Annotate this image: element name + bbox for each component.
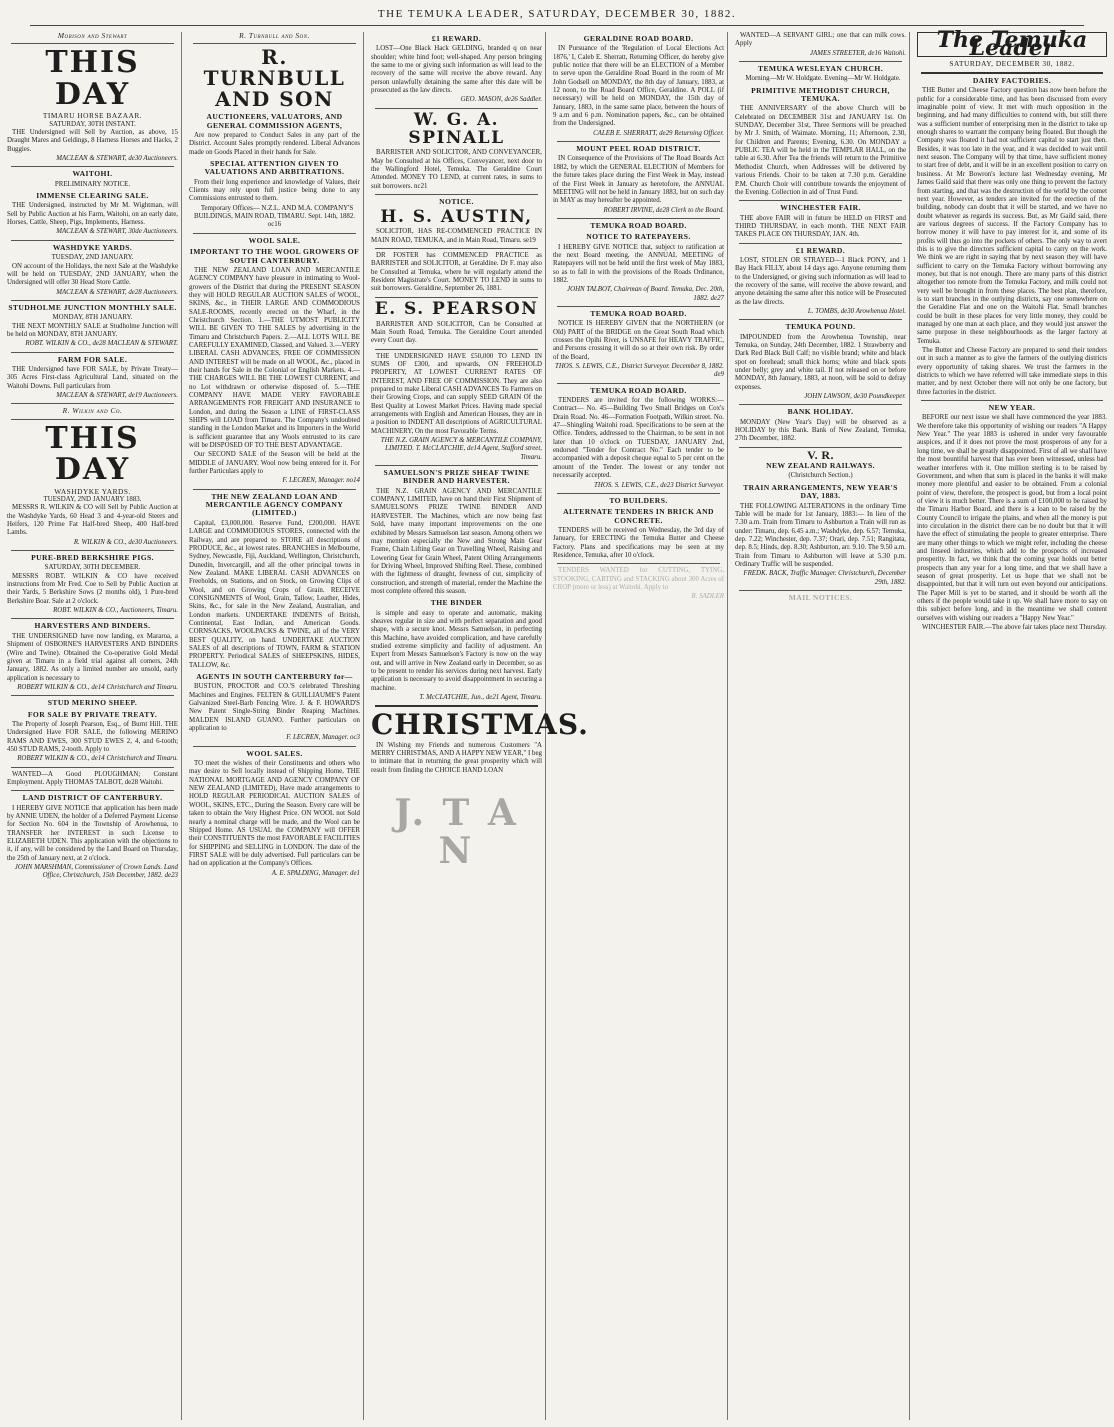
col2-display-title: R. TURNBULL AND SON xyxy=(203,45,346,112)
col5-heading: TRAIN ARRANGEMENTS, NEW YEAR'S DAY, 1883. xyxy=(743,482,898,501)
divider xyxy=(739,61,902,62)
col5-ad-text: LOST, STOLEN OR STRAYED—1 Black PONY, and 1 Bay Hack FILLY, about 14 days ago. Anyone returning them to the Undersigned, or giving such information as will lead to the recovery of the same, will receive the above reward, and anyone detaining the same after this notice will be Prosecuted as the law directs. xyxy=(735,256,906,306)
col5-ad-text: THE ANNIVERSARY of the above Church will be Celebrated on DECEMBER 31st and JANUARY 1st. On SUNDAY, December 31st, Three Sermons will be preached by Mr J. Smith, of Waimate. Morning, 11; Afternoon, 2.30, for Children and Parents; Evening, 6.30. On MONDAY a PUBLIC TEA will be held in the TEMPLAR HALL, on the table at 6.30. After Tea the friends will return to the Primitive Methodist Church, when Addresses will be delivered by various Friends. Choir to be taken at 7.30 p.m. Geraldine P.M. Church Choir will contribute towards the enjoyment of the Evening. Collection in aid of Trust Fund. xyxy=(735,105,906,196)
col1-signature: MACLEAN & STEWART, de19 Auctioneers. xyxy=(56,391,178,399)
divider xyxy=(557,141,720,142)
divider xyxy=(921,400,1103,401)
editorial-heading: DAIRY FACTORIES. xyxy=(972,76,1052,86)
column-5 xyxy=(732,32,910,1420)
col1-signature: JOHN MARSHMAN, Commissioner of Crown Lands. Land Office, Christchurch, 15th December, 1882. de23 xyxy=(14,864,178,880)
divider xyxy=(375,705,538,707)
col1-heading: PURE-BRED BERKSHIRE PIGS. xyxy=(31,553,154,563)
divider xyxy=(557,218,720,219)
col1-sub: WASHDYKE YARDS. xyxy=(54,486,131,496)
col3-ad-text: BARRISTER AND SOLICITOR, Can be Consulted at Main South Road, Temuka. The Geraldine Court attended every Court day. xyxy=(371,320,542,345)
col1-signature: ROBERT WILKIN & CO., de14 Christchurch and Timaru. xyxy=(17,755,178,763)
column-1 xyxy=(4,32,182,1420)
divider xyxy=(11,767,174,768)
divider xyxy=(739,404,902,405)
col4-ad-text: TENDERS will be received on Wednesday, the 3rd day of January, for ERECTING the Temuka Butter and Cheese Factory. Plans and specifications may be seen at my Residence, Temuka, after 10 o'clock. xyxy=(553,526,724,559)
col2-heading: WOOL SALES. xyxy=(246,748,303,758)
col3-ad-text: LOST—One Black Hack GELDING, branded q on near shoulder; white hind foot; well-shaped. Any person bringing the same to me or giving such information as will lead to the recovery of the same will receive the above reward. Any person unlawfully detaining the same after this date will be prosecuted as the law directs. xyxy=(371,45,542,95)
divider xyxy=(11,240,174,241)
header-rule xyxy=(30,25,1084,26)
col4-ad-text: IN Consequence of the Provisions of The Road Boards Act 1882, by which the GENERAL ELECTION of Members for the future takes place during the First Week in May, instead of the First Week in January as heretofore, the ANNUAL MEETING will not be held in January 1883, but on such day in MAY as may hereafter be appointed. xyxy=(553,155,724,205)
column-4 xyxy=(550,32,728,1420)
col5-ad-text: MONDAY (New Year's Day) will be observed as a HOLIDAY by this Bank. Bank of New Zealand, Temuka, 27th December, 1882. xyxy=(735,418,906,443)
col2-ad-text: THE NEW ZEALAND LOAN AND MERCANTILE AGENCY COMPANY have pleasure in intimating to Wool-growers of the District that during the PRESENT SEASON they will HOLD REGULAR AUCTION SALES of WOOL, SKINS, &c., in THEIR LARGE AND COMMODIOUS SALE-ROOMS, recently erected on the Wharf, in the Christchurch Section. 1.—THE UTMOST PUBLICITY WILL BE GIVEN TO THE SALES by advertising in the Timaru and Christchurch Papers. 2.—ALL LOTS WILL BE CAREFULLY EXAMINED, Classed, and Valued. 3.—VERY LIBERAL CASH ADVANCES, FREE OF COMMISSION AND INTEREST will be made on all WOOL, &c., placed in their hands for Sale in the Colonial or English Markets. 4.—THE CHARGES WILL BE THE LOWEST CURRENT, and no Lot withdrawn or otherwise disposed of. 5.—THE COMPANY HAVE MADE VERY FAVORABLE ARRANGEMENTS FOR FREIGHT AND INSURANCE to London, and during the Season a LINE of FIRST-CLASS SHIPS will LOAD from Timaru. The Company's undoubted standing in the London Market and its Importers in the World is sufficient guarantee that any Wools entrusted to its care will be DISPOSED OF TO THE BEST ADVANTAGE. xyxy=(189,266,360,450)
col2-heading: THE NEW ZEALAND LOAN AND MERCANTILE AGENCY COMPANY (LIMITED.) xyxy=(205,491,344,518)
col5-heading: (Christchurch Section.) xyxy=(788,472,853,480)
col3-display-title: J. T A N xyxy=(394,792,519,872)
col2-ad-text: BUSTON, PROCTOR and CO.'S celebrated Threshing Machines and Engines. FELTEN & GUILLIAUME'S Patent Galvanized Steel-Barb Fencing Wire. J. & F. HOWARD'S New Patent Single-String Binder Reaping Machines. MALDEN ISLAND GUANO. Further particulars on application to xyxy=(189,683,360,733)
col1-heading: PRELIMINARY NOTICE. xyxy=(54,180,131,188)
divider xyxy=(11,550,174,551)
col2-heading: R. Turnbull and Son. xyxy=(239,31,310,40)
col5-ad-text: THE FOLLOWING ALTERATIONS in the ordinary Time Table will be made for 1st January, 1883:— In lieu of the 7.30 a.m. Train from Timaru to Ashburton a Train will run as under: Timaru, dep. 6.45 a.m.; Washdyke, dep. 6.57; Temuka, dep. 7.22; Winchester, dep. 7.37; Orari, dep. 7.51; Rangitata, dep. 8.5; Hinds, dep. 8.30; Ashburton, arr. 9.10. The 9.50 a.m. Train from Timaru to Ashburton will leave at 5.30 p.m. Ordinary Traffic will be suspended. xyxy=(735,502,906,568)
divider xyxy=(375,248,538,249)
page-header-text: THE TEMUKA LEADER, SATURDAY, DECEMBER 30, 1882. xyxy=(377,8,737,20)
col1-sub: TIMARU HORSE BAZAAR. xyxy=(42,111,143,121)
divider xyxy=(375,108,538,109)
col5-ad-text: IMPOUNDED from the Arowhenua Township, near Temuka, on Sunday, 24th December, 1882. 1 Strawberry and Dark Red Black Bull Calf; no visible brand; white and black spot on forehead; small thick horns; white and black spots under belly; grey and white tail. If not released on or before MONDAY, 8th January, 1883, at noon, will be sold to defray expenses. xyxy=(735,333,906,391)
column-3 xyxy=(368,32,589,1420)
col2-sub: AUCTIONEERS, VALUATORS, AND GENERAL COMMISSION AGENTS, xyxy=(206,112,343,130)
col1-date: MONDAY, 8TH JANUARY. xyxy=(52,314,133,322)
masthead-date: SATURDAY, DECEMBER 30, 1882. xyxy=(949,58,1075,68)
col1-heading: HARVESTERS AND BINDERS. xyxy=(34,621,151,631)
col3-ad-text: SOLICITOR, HAS RE-COMMENCED PRACTICE IN MAIN ROAD, TEMUKA, and in Main Road, Timaru. se19 xyxy=(371,228,542,244)
divider xyxy=(11,403,174,404)
col5-ad-text: WANTED—A SERVANT GIRL; one that can milk cows. Apply xyxy=(735,32,906,48)
divider xyxy=(739,319,902,320)
editorial-text: WINCHESTER FAIR.—The above fair takes place next Thursday. xyxy=(922,624,1107,632)
divider xyxy=(739,200,902,201)
col5-heading: NEW ZEALAND RAILWAYS. xyxy=(766,461,875,471)
col4-ad-text: I HEREBY GIVE NOTICE that, subject to ratification at the next Board meeting, the ANNUAL MEETING of Ratepayers will not be held until the first week of May 1883, so as to fall in with the provisions of the Roads Ordinance, 1882. xyxy=(553,243,724,284)
col3-signature: THE N.Z. GRAIN AGENCY & MERCANTILE COMPANY, LIMITED. T. McCLATCHIE, de14 Agent, Stafford street, Timaru. xyxy=(380,437,542,461)
divider xyxy=(11,43,174,44)
col5-heading: BANK HOLIDAY. xyxy=(787,407,854,417)
col1-signature: ROBT. WILKIN & CO., Auctioneers, Timaru. xyxy=(53,607,178,615)
col1-date: TUESDAY, 2ND JANUARY 1883. xyxy=(43,496,142,503)
col5-heading: WINCHESTER FAIR. xyxy=(780,203,861,213)
col2-ad-text: Our SECOND SALE of the Season will be held at the MIDDLE of JANUARY. Wool now being entered for it. For further Particulars apply to xyxy=(189,451,360,476)
editorial-text: BEFORE our next issue we shall have commenced the year 1883. We therefore take this opportunity of wishing our readers "A Happy New Year." The year 1883 is ushered in under very favourable auspices, and if it does not prove the most prosperous of any for a long time, we shall be greatly disappointed. First of all we shall have the most bountiful harvest that has ever been witnessed, unless bad weather interferes with it. One million sterling is to be raised by Government, and when that sum is placed in the banks it will make money more plentiful and easier to be obtained. From a colonial point of view, therefore, the prospect is good, but from a local point of view it is much better. There is a sum of £100,000 to be raised by the Timaru Harbor Board, and there is a loan to be raised by the County Council to irrigate the plains, and when all the money is put into circulation in the district there can be no doubt but that it will have the effect of stimulating the people to greater enterprise. There are many other things to which we might refer, including the cheese and linseed industries, which add to the prospects of increased prosperity. In fact, we think that the coming year holds out better prospects than any year for a long time, and that we shall have a season of great prosperity. Let us hope that we shall not be disappointed, but that it will turn out even beyond our anticipations. The Paper Mill is yet to be started, and it should be worth all the others if the people would take it up. We shall have more to say on this subject before long, and in the meantime we shall content ourselves with wishing our readers a "Happy New Year." xyxy=(917,414,1107,622)
col4-ad-text: IN Pursuance of the 'Regulation of Local Elections Act 1876,' I, Caleb E. Sherratt, Returning Officer, do hereby give public notice that there will be an ELECTION of a Member to serve upon the Geraldine Road Board in the room of Mr John Godsell on MONDAY, the 8th day of January, 1883, at 12 noon, to the Road Board Office, Geraldine. A POLL (if necessary) will be held on MONDAY, the 15th day of January, 1883, in the same same place, between the hours of 9 a.m and 6 p.m. Nomination papers, &c., can be obtained from the Undersigned. xyxy=(553,45,724,128)
divider xyxy=(557,493,720,494)
col3-display-title: H. S. AUSTIN, xyxy=(380,206,533,227)
col4-heading: MOUNT PEEL ROAD DISTRICT. xyxy=(576,144,701,154)
col4-ad-text: NOTICE IS HEREBY GIVEN that the NORTHERN (or Old) PART of the BRIDGE on the Great South Road which crosses the Opihi River, is UNSAFE for HEAVY TRAFFIC, and Persons crossing it will do so at their own risk. By order of the Board, xyxy=(553,320,724,361)
col4-heading: NOTICE TO RATEPAYERS. xyxy=(586,232,691,242)
divider xyxy=(375,194,538,195)
col1-heading: WASHDYKE YARDS. xyxy=(52,242,133,252)
divider xyxy=(11,352,174,353)
col1-display-title: THIS DAY xyxy=(45,45,140,112)
divider xyxy=(11,419,174,420)
col4-signature: THOS. S. LEWIS, C.E., de23 District Surveyor. xyxy=(594,481,724,489)
col3-display-title: W. G. A. SPINALL xyxy=(408,109,505,148)
column-2 xyxy=(186,32,364,1420)
col1-heading: FOR SALE BY PRIVATE TREATY. xyxy=(27,709,158,719)
col5-heading: MAIL NOTICES. xyxy=(788,592,853,602)
col1-signature: MACLEAN & STEWART, de30 Auctioneers. xyxy=(56,155,178,163)
col1-signature: ROBT. WILKIN & CO., de28 MACLEAN & STEWART. xyxy=(25,340,178,348)
col1-date: SATURDAY, 30TH INSTANT. xyxy=(49,120,136,128)
divider xyxy=(11,166,174,167)
col5-signature: JOHN LAWSON, de30 Poundkeeper. xyxy=(804,393,906,401)
col3-ad-text: THE UNDERSIGNED HAVE £50,000 TO LEND IN SUMS OF £300, and upwards, ON FREEHOLD PROPERTY, AT LOWEST CURRENT RATES OF INTEREST, AND FREE OF COMMISSION. They are also prepared to make Liberal CASH ADVANCES To Farmers on their Growing Crops, and can supply SEED GRAIN Of the Best Quality at Lowest Market Prices. Having made special arrangements with English and American Houses, they are in a position to INDENT All descriptions of AGRICULTURAL MACHINERY, On the most Favorable Terms. xyxy=(371,352,542,435)
col5-signature: JAMES STREETER, de16 Waitohi. xyxy=(809,49,906,57)
page-header xyxy=(0,0,1114,28)
col2-signature: F. LECREN, Manager. no14 xyxy=(282,477,360,485)
col1-signature: MACLEAN & STEWART, de28 Auctioneers. xyxy=(56,288,178,296)
divider xyxy=(921,72,1103,74)
col1-ad-text: WANTED—A Good PLOUGHMAN; Constant Employment. Apply THOMAS TALBOT, de28 Waitohi. xyxy=(7,770,178,786)
col1-heading: WAITOHI. xyxy=(72,169,113,179)
divider xyxy=(193,489,356,490)
col2-ad-text: Capital, £3,000,000. Reserve Fund, £200,000. HAVE LARGE and COMMODIOUS STORES, connected with the Railway, and are prepared to STORE all descriptions of PRODUCE, &c., at lowest rates. BRANCHES in Melbourne, Sydney, Newcastle, Fiji, Auckland, Wellington, Christchurch, Dunedin, Invercargill, and all the other principal towns in New Zealand. MAKE LIBERAL CASH ADVANCES on Freeholds, on Stations, and on Stock, on Growing Clips of Wool, and on Growing Crops of Grain. RECEIVE CONSIGNMENTS of Wool, Grain, Tallow, Leather, Hides, Skins, &c., for sale in the New Zealand, Australian, and London markets. UNDERTAKE INDENTS of British, Continental, East Indian, and American Goods. CORNSACKS, WOOLPACKS & TWINE, all of the VERY BEST QUALITY, on hand. UNDERTAKE AUCTION SALES of all descriptions of TOWN, FARM & STATION PROPERTY. Periodical SALES of SHEEPSKINS, HIDES, TALLOW, &c. xyxy=(189,519,360,669)
col5-signature: L. TOMBS, de30 Arowhenua Hotel. xyxy=(807,307,906,315)
col5-ad-text: Morning—Mr W. Holdgate. Evening—Mr W. Holdgate. xyxy=(745,75,901,83)
col5-signature: FREDK. BACK, Traffic Manager. Christchurch, December 29th, 1882. xyxy=(743,570,906,586)
col4-heading: GERALDINE ROAD BOARD. xyxy=(583,34,694,43)
col4-ad-text: TENDERS are invited for the following WORKS:— Contract— No. 45—Building Two Small Bridges on Cox's Drain Road. No. 46—Formation Footpath, Wilkin street. No. 47—Shingling Waitohi road. Specifications to be seen at the Office. Tenders, addressed to the Chairman, to be sent in not later than 10 o'clock on TUESDAY, JANUARY 2nd, endorsed "Tender for Contract No." Each tender to be accompanied with a deposit cheque equal to 5 per cent on the amount of the Tender. The lowest or any tender not necessarily accepted. xyxy=(553,397,724,480)
col2-ad-text: Temporary Offices— N.Z.L. AND M.A. COMPANY'S BUILDINGS, MAIN ROAD, TIMARU. Sept. 14th, 1882. oc16 xyxy=(193,204,356,229)
col3-signature: GEO. MASON, de26 Saddler. xyxy=(460,96,542,104)
divider xyxy=(375,297,538,298)
col1-ad-text: ON account of the Holidays, the next Sale at the Washdyke will be held on TUESDAY, 2ND JANUARY, when the Undersigned will offer 30 Head Store Cattle. xyxy=(7,262,178,287)
col1-heading: R. Wilkin and Co. xyxy=(62,406,123,416)
col3-ad-text: IN Wishing my Friends and numerous Customers "A MERRY CHRISTMAS, AND A HAPPY NEW YEAR," I beg to intimate that in returning the great prosperity which will result from finding the CHOICE HAND LOAN xyxy=(371,741,542,774)
col2-ad-text: TO meet the wishes of their Constituents and others who may desire to Sell locally instead of Shipping Home, THE NATIONAL MORTGAGE AND AGENCY COMPANY OF NEW ZEALAND (LIMITED), Have made arrangements to HOLD REGULAR PERIODICAL AUCTION SALES of WOOL, SKINS, ETC., During the Season. Every care will be taken to obtain the Very Highest Price. ON WOOL not Sold nearly a nominal charge will be made, and the Wool can be Shipped Home. AS USUAL the COMPANY will OFFER their CONSTITUENTS the most FAVORABLE FACILITIES for SHIPPING and SELLING in LONDON. The date of the FIRST SALE will be duly advertised. Full particulars can be had on application at the Company's Offices. xyxy=(189,760,360,868)
col1-date: SATURDAY, 30TH DECEMBER. xyxy=(44,564,141,572)
col4-heading: TEMUKA ROAD BOARD. xyxy=(590,308,687,318)
col1-ad-text: THE Undersigned have FOR SALE, by Private Treaty—305 Acres First-class Agricultural Land, situated on the Waitohi Downs. Full particulars from xyxy=(7,365,178,390)
col1-heading: IMMENSE CLEARING SALE. xyxy=(36,191,149,201)
col1-signature: MACLEAN & STEWART, 30de Auctioneers. xyxy=(56,228,178,236)
col3-heading: £1 REWARD. xyxy=(431,34,482,43)
col3-signature: T. McCLATCHIE, Jun., de21 Agent, Timaru. xyxy=(419,694,542,702)
divider xyxy=(739,590,902,591)
divider xyxy=(11,790,174,791)
col3-heading: NOTICE. xyxy=(439,197,474,207)
col1-signature: R. WILKIN & CO., de30 Auctioneers. xyxy=(73,538,178,546)
col1-signature: ROBERT WILKIN & CO., de14 Christchurch and Timaru. xyxy=(17,683,178,691)
col5-ad-text: THE above FAIR will in future be HELD on FIRST and THIRD THURSDAY, in each month. THE NEXT FAIR TAKES PLACE ON THURSDAY, JAN. 4th. xyxy=(735,214,906,239)
col1-ad-text: THE Undersigned will Sell by Auction, as above, 15 Draught Mares and Geldings, 8 Harness Horses and Hacks, 2 Buggies. xyxy=(7,129,178,153)
col1-ad-text: MESSRS R. WILKIN & CO will Sell by Public Auction at the Washdyke Yards, 60 Head 3 and 4-year-old Steers and Heifers, 120 Prime Fat Half-bred Sheep, 400 Half-bred Lambs. xyxy=(7,504,178,537)
col4-heading: ALTERNATE TENDERS IN BRICK AND CONCRETE. xyxy=(563,507,714,525)
divider xyxy=(193,746,356,747)
col1-heading: FARM FOR SALE. xyxy=(57,354,128,364)
divider xyxy=(11,695,174,696)
col2-signature: F. LECREN, Manager. oc3 xyxy=(286,734,360,742)
col3-display-title: CHRISTMAS. xyxy=(371,708,589,742)
editorial-text: THE Butter and Cheese Factory question has now been before the public for a considerable time, and has been discussed from every imaginable point of view. It met with much opposition in the beginning, and had many difficulties to contend with, but still there was a sufficient number of enterprising men in the district to take up enough shares to warrant the company being floated. But though the Company was floated it had not sufficient capital to start just then. Besides, it was too late in the year, and it was decided to wait until next season. The Company will by that time, have sufficient money to start free of debt, and it will be in an excellent position to carry on business. At Mr Bowron's lecture last Wednesday evening, Mr James Gaild said that there was only one thing to prevent the factory from starting, and that was the destruction of the world by the comet next year. However, as tenders are invited for the erection of the building, nobody can doubt that it will be started, and we have no doubt whatever as regards its success. But, as Mr Gaild said, there are various degrees of success. If the Factory Company has to borrow money it will have to pay interest for it, and some of its profits will thus go into the pockets of others. The only way to avert this is to give the directors sufficient capital to carry on the work. We think we are right in saying that by next season they will have sufficient to carry on the Temuka Factory without borrowing any money, but that is not enough. There are many parts of this district altogether too remote from the Temuka Factory, and milk could not very well be brought in from these places. The best plan, therefore, is to start branches in the outlying districts, say one somewhere on the Geraldine Flat and one on the Waitohi Flat. Small branches could be built in these places for very little money, they could be managed by one man at each place, and they would just answer the same purpose in these neighbourhoods as the larger factory at Temuka. xyxy=(917,87,1107,345)
col3-ad-text: THE N.Z. GRAIN AGENCY AND MERCANTILE COMPANY, LIMITED, have on hand their First Shipment of SAMUELSON'S PRIZE TWINE BINDER AND HARVESTER. The Machines, which are now being fast Sold, have many important improvements on the one exhibited by Messrs Samuelson last season. Among others we may mention especially the New and Strong Main Gear Frame, Chain Lifting Gear on Travelling Wheel, Raising and Lowering Gear for Grain Wheel, Patent Oiling Arrangements for Driving Wheel, Improved Shifting Reel. These, combined with the lightness of draught, fewness of cut, simplicity of construction, and strength of material, render the Machine the most complete offered this season. xyxy=(371,487,542,595)
divider xyxy=(193,43,356,44)
col2-heading: IMPORTANT TO THE WOOL GROWERS OF SOUTH CANTERBURY. xyxy=(189,247,360,265)
col2-ad-text: From their long experience and knowledge of Values, their Clients may rely upon full justice being done to any Commissions entrusted to them. xyxy=(189,178,360,203)
divider xyxy=(375,465,538,466)
col1-ad-text: I HEREBY GIVE NOTICE that application has been made by ANNIE UDEN, the holder of a Deferred Payment License for Section No. 604 in the Township of Arowhenua, to TRANSFER her INTEREST in such License to ELIZABETH UDEN. This application with the objections to it, if any, will be considered by the Land Board on Thursday, the 25th of January next, at 2 o'clock. xyxy=(7,804,178,862)
col3-ad-text: is simple and easy to operate and automatic, making sheaves regular in size and with perfect separation and good shape, with a secure knot. Messrs Samuelson, in perfecting this Machine, have avoided complication, and have carefully studied extreme simplicity and facility of adjustment. An Expert from Messrs Samuelson's Factory is now on the way out, and will arrive in New Zealand early in December, so as to be present to render his services during next harvest. Early application is necessary to avoid disappointment in securing a machine. xyxy=(371,609,542,692)
col5-heading: TEMUKA POUND. xyxy=(785,322,856,332)
col1-heading: LAND DISTRICT OF CANTERBURY. xyxy=(22,793,163,803)
col1-ad-text: THE UNDERSIGNED have now landing, ex Mararoa, a Shipment of OSBORNE'S HARVESTERS AND BINDERS (Wire and Twine). Obtained the Co-operative Gold Medal given at Timaru in a field trial against all comers, 24th January, 1882. As only a limited number are unsold, early application is necessary to xyxy=(7,632,178,682)
divider xyxy=(557,383,720,384)
col5-heading: V. R. xyxy=(807,447,834,462)
editorial-text: The Butter and Cheese Factory are prepared to send their tenders out in such a manner as to give the farmers of the outlying districts every opportunity of taking shares. We trust the farmers in the districts to which we have referred will take immediate steps in this matter, and by next October there will not only be one factory, but three factories in the district. xyxy=(917,347,1107,396)
col3-heading: THE BINDER xyxy=(430,598,483,608)
col1-ad-text: THE Undersigned, instructed by Mr M. Wightman, will Sell by Public Auction at his Farm, Waitohi, on an early date, Horses, Cattle, Sheep, Pigs, Implements, Harness. xyxy=(7,202,178,227)
editorial-heading: NEW YEAR. xyxy=(988,403,1036,413)
col1-ad-text: MESSRS ROBT. WILKIN & CO have received instructions from Mr Fred. Coe to Sell by Public Auction at their Yards, 5 Berkshire Sows (2 months old), 1 Pure-bred Berkshire Boar. Sale at 2 o'clock. xyxy=(7,572,178,605)
column-6 xyxy=(914,27,1110,1420)
col4-signature: CALEB E. SHERRATT, de29 Returning Officer. xyxy=(593,129,724,137)
col1-heading: STUDHOLME JUNCTION MONTHLY SALE. xyxy=(8,302,177,312)
col2-heading: WOOL SALE. xyxy=(248,235,301,245)
col2-heading: SPECIAL ATTENTION GIVEN TO VALUATIONS AND ARBITRATIONS. xyxy=(204,159,345,177)
col4-signature: R. SADLER xyxy=(691,593,724,601)
divider xyxy=(557,563,720,564)
col5-heading: PRIMITIVE METHODIST CHURCH, TEMUKA. xyxy=(751,85,890,104)
col2-heading: AGENTS IN SOUTH CANTERBURY for— xyxy=(196,672,353,681)
col3-display-title: E. S. PEARSON xyxy=(374,298,539,319)
divider xyxy=(375,349,538,350)
col2-signature: A. E. SPALDING, Manager. de1 xyxy=(271,869,360,877)
col3-ad-text: BARRISTER AND SOLICITOR, AND CONVEYANCER, May be Consulted at his Offices, Conveyancer, next door to the Wallingford Hotel, Temuka. The Geraldine Court Attended. MONEY TO LEND, at current rates, in sums to suit borrowers. nc21 xyxy=(371,149,542,190)
col1-ad-text: THE NEXT MONTHLY SALE at Studholme Junction will be held on MONDAY, 8TH JANUARY. xyxy=(7,322,178,338)
col1-date: TUESDAY, 2ND JANUARY. xyxy=(51,254,134,262)
divider xyxy=(557,306,720,307)
col5-heading: TEMUKA WESLEYAN CHURCH. xyxy=(757,64,884,74)
col3-ad-text: DR FOSTER has COMMENCED PRACTICE as BARRISTER and SOLICITOR, at Geraldine. Dr F. may also be Consulted at Temuka, where he will regularly attend the Resident Magistrate's Court. MONEY TO LEND in sums to suit borrowers. Geraldine, September 26, 1881. xyxy=(371,252,542,293)
col3-heading: SAMUELSON'S PRIZE SHEAF TWINE BINDER AND HARVESTER. xyxy=(383,468,530,486)
divider xyxy=(11,300,174,301)
divider xyxy=(11,618,174,619)
col4-signature: THOS. S. LEWIS, C.E., District Surveyor. December 8, 1882. de9 xyxy=(555,363,724,379)
col1-heading: Morison and Stewart xyxy=(57,31,128,40)
col1-display-title: THIS DAY xyxy=(45,420,140,488)
col4-signature: JOHN TALBOT, Chairman of Board. Temuka, Dec. 20th, 1882. de27 xyxy=(567,286,724,302)
divider xyxy=(193,233,356,234)
divider xyxy=(739,243,902,244)
col4-heading: TO BUILDERS. xyxy=(609,495,668,505)
col4-heading: TEMUKA ROAD BOARD. xyxy=(590,220,687,230)
col5-heading: £1 REWARD. xyxy=(795,245,846,255)
col4-heading: TEMUKA ROAD BOARD. xyxy=(590,385,687,395)
masthead: The Temuka Leader xyxy=(917,32,1107,57)
col4-ad-text: TENDERS WANTED for CUTTING, TYING, STOOKING, CARTING and STACKING about 300 Acres of CROP (more or less) at Waitohi. Apply to xyxy=(553,567,724,591)
col1-ad-text: The Property of Joseph Pearson, Esq., of Burnt Hill. THE Undersigned Have FOR SALE, the following MERINO RAMS AND EWES, 300 STUD EWES 2, 4, and 6-tooth; 450 STUD RAMS, 2-tooth. Apply to xyxy=(7,720,178,753)
col4-signature: ROBERT IRVINE, de28 Clerk to the Board. xyxy=(603,206,724,214)
col2-ad-text: Are now prepared to Conduct Sales in any part of the District. Account Sales promptly rendered. Liberal Advances made on Goods Placed in their hands for Sale. xyxy=(189,132,360,156)
col1-heading: STUD MERINO SHEEP. xyxy=(47,698,138,708)
